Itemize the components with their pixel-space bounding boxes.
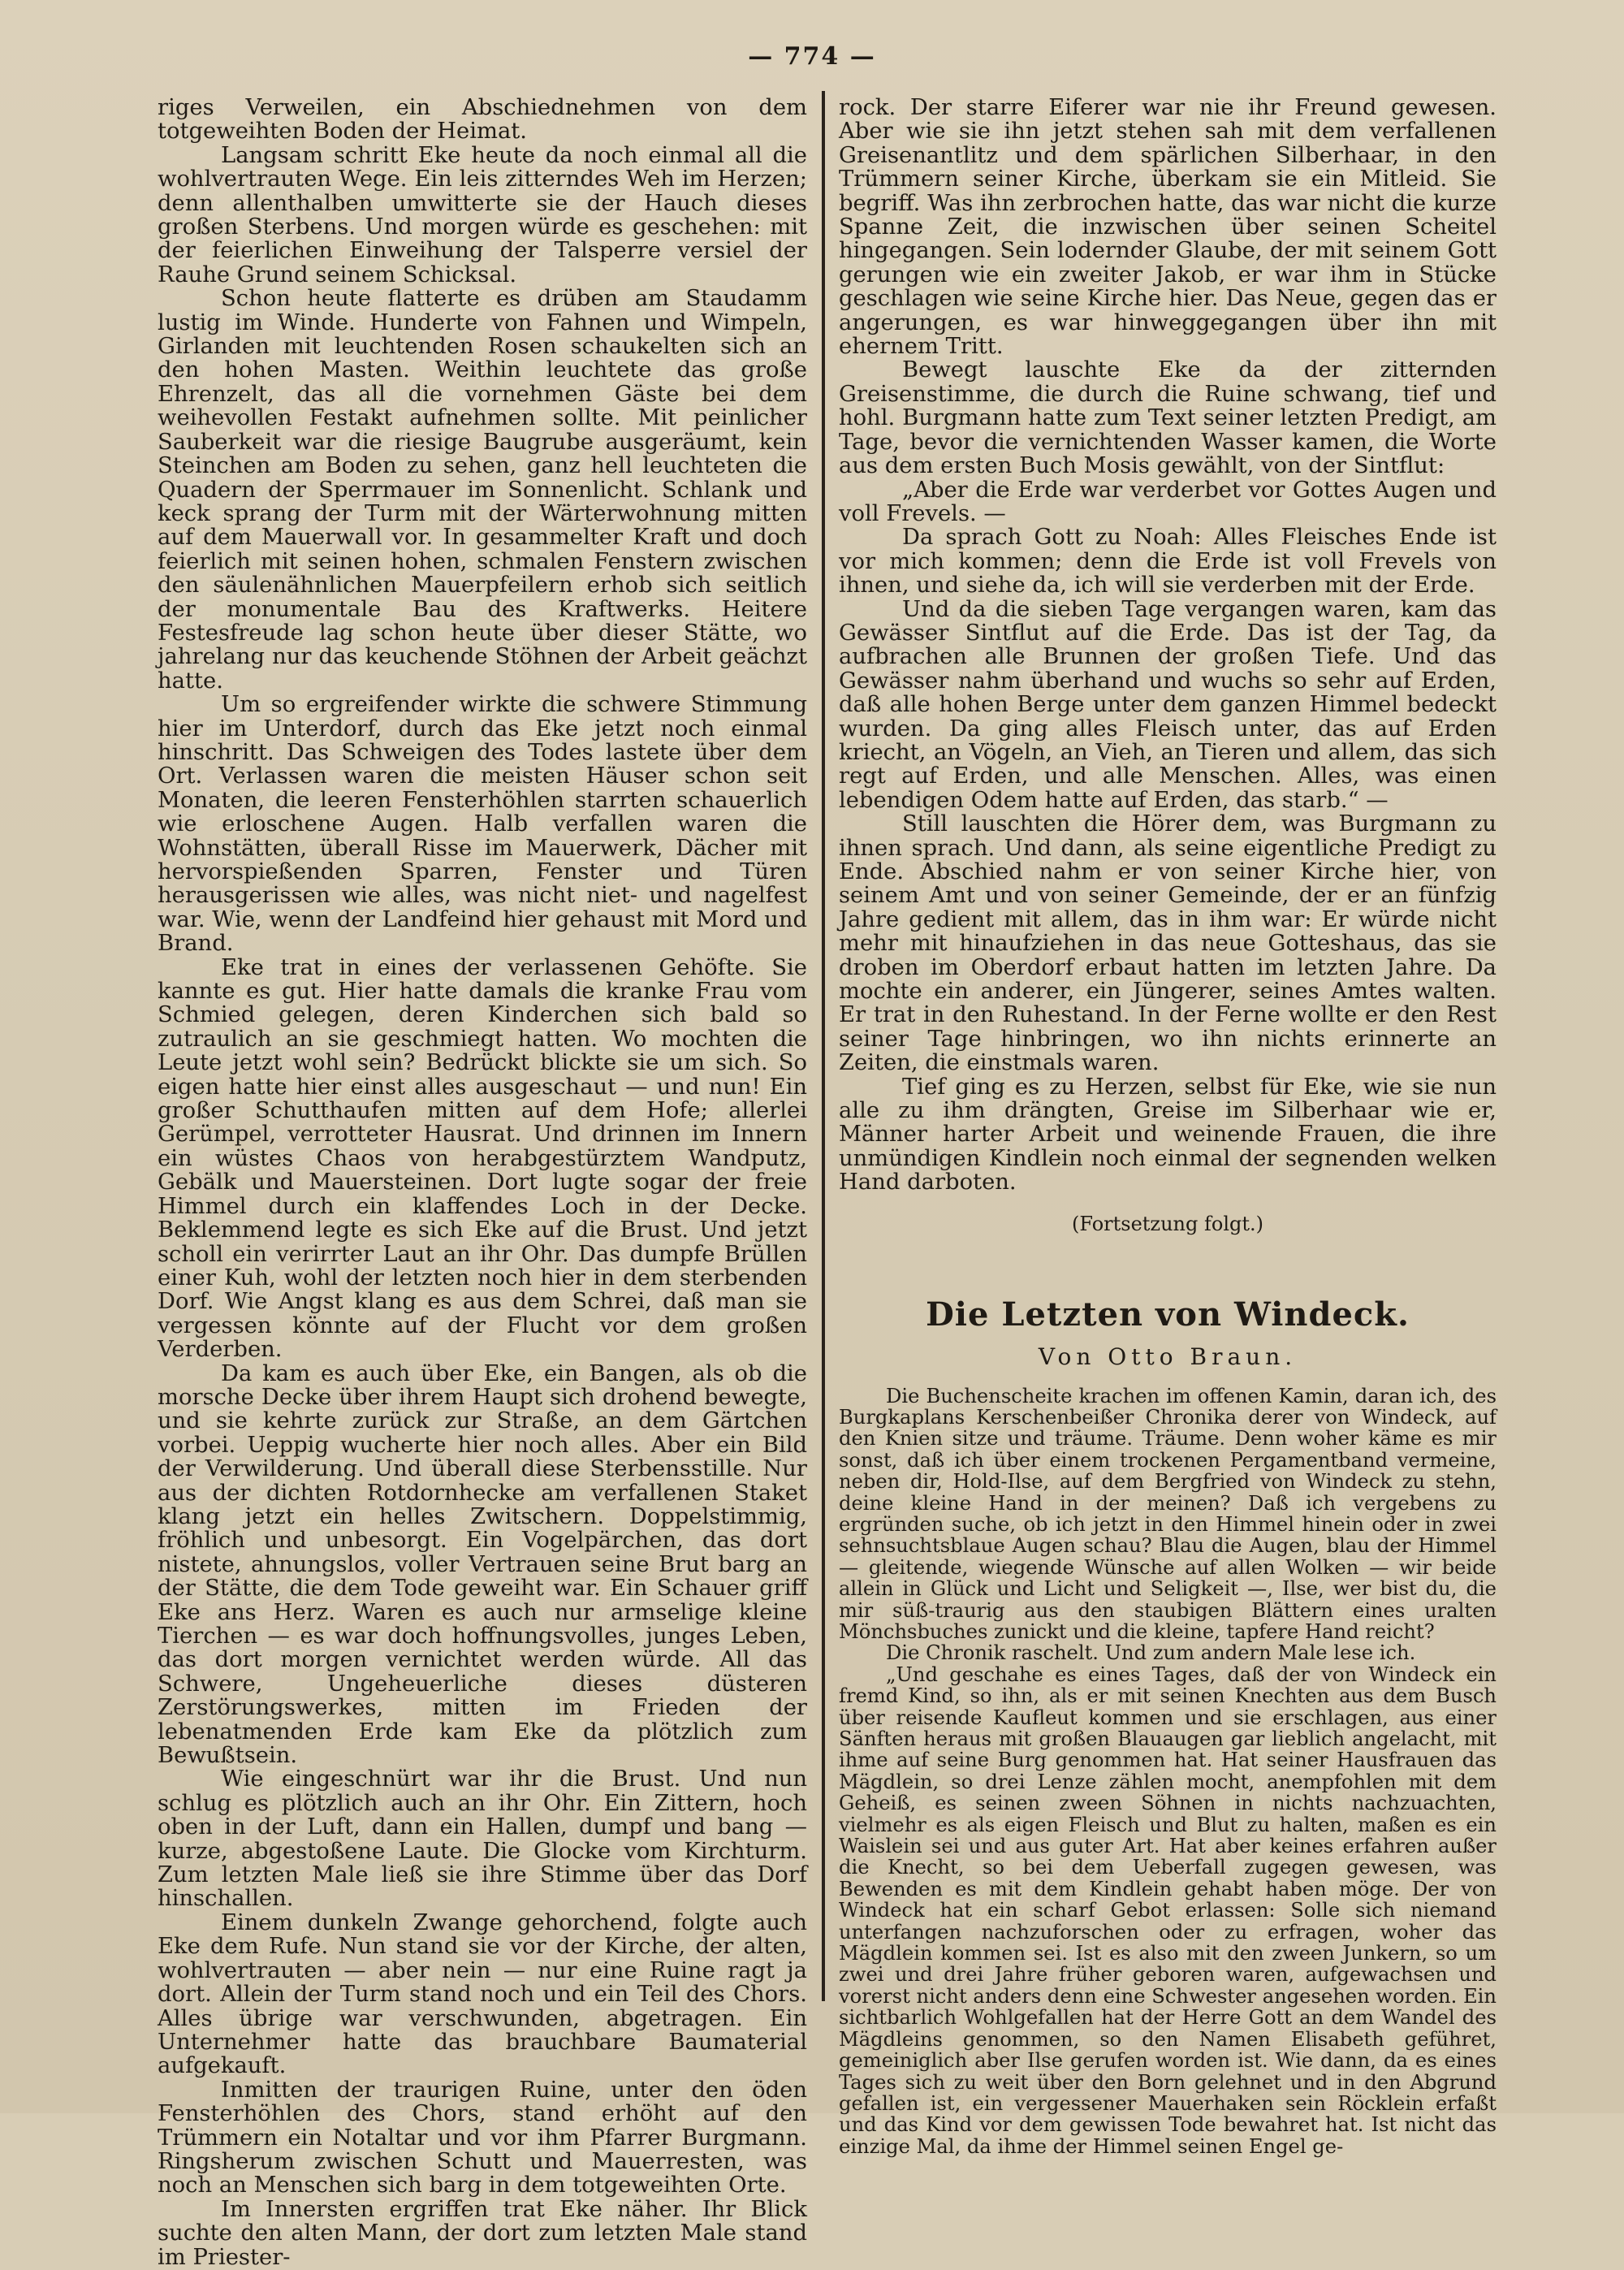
paragraph: Einem dunkeln Zwange gehorchend, folgte auch Eke dem Rufe. Nun stand sie vor der Kirche, der alten, wohlvertrauten — aber nein — nur eine Ruine ragt ja dort. Allein der Turm stand noch und ein Teil des Chors. Alles übrige war verschwunden, abgetragen. Ein Unternehmer hatte das brauchbare Baumaterial aufgekauft.	[158, 1909, 807, 2079]
quote-paragraph: „Aber die Erde war verderbet vor Gottes Augen und voll Frevels. —	[839, 477, 1497, 526]
paragraph: Im Innersten ergriffen trat Eke näher. Ihr Blick suchte den alten Mann, der dort zum letzten Male stand im Priester-	[158, 2196, 807, 2270]
paragraph: Da kam es auch über Eke, ein Bangen, als ob die morsche Decke über ihrem Haupt sich drohend bewegte, und sie kehrte zurück zur Straße, an dem Gärtchen vorbei. Ueppig wucherte hier noch alles. Aber ein Bild der Verwilderung. Und überall diese Sterbensstille. Nur aus der dichten Rotdornhecke am verfallenen Staket klang jetzt ein helles Zwitschern. Doppelstimmig, fröhlich und unbesorgt. Ein Vogelpärchen, das dort nistete, ahnungslos, voller Vertrauen seine Brut barg an der Stätte, die dem Tode geweiht war. Ein Schauer griff Eke ans Herz. Waren es auch nur armselige kleine Tierchen — es war doch hoffnungsvolles, junges Leben, das dort morgen vernichtet werden würde. All das Schwere, Ungeheuerliche dieses düsteren Zerstörungswerkes, mitten im Frieden der lebenatmenden Erde kam Eke da plötzlich zum Bewußtsein.	[158, 1360, 807, 1769]
paragraph: riges Verweilen, ein Abschiednehmen von dem totgeweihten Boden der Heimat.	[158, 95, 807, 145]
paragraph: Inmitten der traurigen Ruine, unter den öden Fensterhöhlen des Chors, stand erhöht auf den Trümmern ein Notaltar und vor ihm Pfarrer Burgmann. Ringsherum zwischen Schutt und Mauerresten, was noch an Menschen sich barg in dem totgeweihten Orte.	[158, 2077, 807, 2199]
column-divider	[822, 91, 825, 2001]
continuation-note: (Fortsetzung folgt.)	[1072, 1212, 1263, 1235]
story-title: Die Letzten von Windeck.	[926, 1295, 1410, 1334]
page-number: — 774 —	[748, 42, 876, 71]
story	[839, 1296, 1497, 2157]
paragraph: Wie eingeschnürt war ihr die Brust. Und nun schlug es plötzlich auch an ihr Ohr. Ein Zittern, hoch oben in der Luft, dann ein Hallen, dumpf und bang — kurze, abgestoßene Laute. Die Glocke vom Kirchturm. Zum letzten Male ließ sie ihre Stimme über das Dorf hinschallen.	[158, 1766, 807, 1912]
story-paragraph: „Und geschahe es eines Tages, daß der von Windeck ein fremd Kind, so ihn, als er mit seinen Knechten aus dem Busch über reisende Kaufleut kommen und sie erschlagen, aus einer Sänften heraus mit großen Blauaugen gar lieblich angelacht, mit ihme auf seine Burg genommen hat. Hat seiner Hausfrauen das Mägdlein, so drei Lenze zählen mocht, anempfohlen mit dem Geheiß, es seinen zween Söhnen in nichts nachzuachten, vielmehr es als eigen Fleisch und Blut zu halten, maßen es ein Waislein sei und aus guter Art. Hat aber keines erfahren außer die Knecht, so bei dem Ueberfall zugegen gewesen, was Bewenden es mit dem Kindlein gehabt haben möge. Der von Windeck hat ein scharf Gebot erlassen: Solle sich niemand unterfangen nachzuforschen oder zu erfragen, woher das Mägdlein kommen sei. Ist es also mit den zween Junkern, so um zwei und drei Jahre früher geboren waren, aufgewachsen und vorerst nicht anders denn eine Schwester angesehen worden. Ein sichtbarlich Wohlgefallen hat der Herre Gott an dem Wandel des Mägdleins genommen, so den Namen Elisabeth geführet, gemeiniglich aber Ilse gerufen worden ist. Wie dann, da es eines Tages sich zu weit über den Born gelehnet und in den Abgrund gefallen ist, ein vergessener Mauerhaken sein Röcklein erfaßt und das Kind vor dem gewissen Tode bewahret hat. Ist nicht das einzige Mal, da ihme der Himmel seinen Engel ge-	[839, 1663, 1497, 2158]
paragraph: Um so ergreifender wirkte die schwere Stimmung hier im Unterdorf, durch das Eke jetzt noch einmal hinschritt. Das Schweigen des Todes lastete über dem Ort. Verlassen waren die meisten Häuser schon seit Monaten, die leeren Fensterhöhlen starrten schauerlich wie erloschene Augen. Halb verfallen waren die Wohnstätten, überall Risse im Mauerwerk, Dächer mit hervorspießenden Sparren, Fenster und Türen herausgerissen wie alles, was nicht niet- und nagelfest war. Wie, wenn der Landfeind hier gehaust mit Mord und Brand.	[158, 692, 807, 957]
paragraph: Langsam schritt Eke heute da noch einmal all die wohlvertrauten Wege. Ein leis zitterndes Weh im Herzen; denn allenthalben umwitterte sie der Hauch dieses großen Sterbens. Und morgen würde es geschehen: mit der feierlichen Einweihung der Talsperre versiel der Rauhe Grund seinem Schicksal.	[158, 142, 807, 288]
quote-paragraph: Da sprach Gott zu Noah: Alles Fleisches Ende ist vor mich kommen; denn die Erde ist voll Frevels von ihnen, und siehe da, ich will sie verderben mit der Erde.	[839, 525, 1497, 599]
paragraph: rock. Der starre Eiferer war nie ihr Freund gewesen. Aber wie sie ihn jetzt stehen sah mit dem verfallenen Greisenantlitz und dem spärlichen Silberhaar, in den Trümmern seiner Kirche, überkam sie ein Mitleid. Sie begriff. Was ihn zerbrochen hatte, das war nicht die kurze Spanne Zeit, die inzwischen über seinen Scheitel hingegangen. Sein lodernder Glaube, der mit seinem Gott gerungen wie ein zweiter Jakob, er war ihm in Stücke geschlagen wie seine Kirche hier. Das Neue, gegen das er angerungen, es war hinweggegangen über ihn mit ehernem Tritt.	[839, 95, 1497, 360]
story-paragraph: Die Chronik raschelt. Und zum andern Male lese ich.	[886, 1641, 1416, 1665]
paragraph: Schon heute flatterte es drüben am Staudamm lustig im Winde. Hunderte von Fahnen und Wimpeln, Girlanden mit leuchtenden Rosen schaukelten sich an den hohen Masten. Weithin leuchtete das große Ehrenzelt, das all die vornehmen Gäste bei dem weihevollen Festakt aufnehmen sollte. Mit peinlicher Sauberkeit war die riesige Baugrube ausgeräumt, kein Steinchen am Boden zu sehen, ganz hell leuchteten die Quadern der Sperrmauer im Sonnenlicht. Schlank und keck sprang der Turm mit der Wärterwohnung mitten auf dem Mauerwall vor. In gesammelter Kraft und doch feierlich mit seinen hohen, schmalen Fenstern zwischen den säulenähnlichen Mauerpfeilern erhob sich seitlich der monumentale Bau des Kraftwerks. Heitere Festesfreude lag schon heute über dieser Stätte, wo jahrelang nur das keuchende Stöhnen der Arbeit geächzt hatte.	[158, 286, 807, 694]
paragraph: Eke trat in eines der verlassenen Gehöfte. Sie kannte es gut. Hier hatte damals die kranke Frau vom Schmied gelegen, deren Kinderchen sich bald so zutraulich an sie geschmiegt hatten. Wo mochten die Leute jetzt wohl sein? Bedrückt blickte sie um sich. So eigen hatte hier einst alles ausgeschaut — und nun! Ein großer Schutthaufen mitten auf dem Hofe; allerlei Gerümpel, verrotteter Hausrat. Und drinnen im Innern ein wüstes Chaos von herabgestürztem Wandputz, Gebälk und Mauersteinen. Dort lugte sogar der freie Himmel durch ein klaffendes Loch in der Decke. Beklemmend legte es sich Eke auf die Brust. Und jetzt scholl ein verirrter Laut an ihr Ohr. Das dumpfe Brüllen einer Kuh, wohl der letzten noch hier in dem sterbenden Dorf. Wie Angst klang es aus dem Schrei, daß man sie vergessen könnte auf der Flucht vor dem großen Verderben.	[158, 954, 807, 1363]
paragraph: Still lauschten die Hörer dem, was Burgmann zu ihnen sprach. Und dann, als seine eigentliche Predigt zu Ende. Abschied nahm er von seiner Kirche hier, von seinem Amt und von seiner Gemeinde, der er an fünfzig Jahre gedient mit allem, das in ihm war: Er würde nicht mehr mit hinaufziehen in das neue Gotteshaus, das sie droben im Oberdorf erbaut hatten im letzten Jahre. Da mochte ein anderer, ein Jüngerer, seines Amtes walten. Er trat in den Ruhestand. In der Ferne wollte er den Rest seiner Tage hinbringen, wo ihn nichts erinnerte an Zeiten, die einstmals waren.	[839, 811, 1497, 1076]
right-column	[839, 96, 1497, 2157]
story-author: Von Otto Braun.	[1038, 1343, 1298, 1371]
quote-paragraph: Und da die sieben Tage vergangen waren, kam das Gewässer Sintflut auf die Erde. Das ist der Tag, da aufbrachen alle Brunnen der großen Tiefe. Und das Gewässer nahm überhand und wuchs so sehr auf Erden, daß alle hohen Berge unter dem ganzen Himmel bedeckt wurden. Da ging alles Fleisch unter, das auf Erden kriecht, an Vögeln, an Vieh, an Tieren und allem, das sich regt auf Erden, und alle Menschen. Alles, was einen lebendigen Odem hatte auf Erden, das starb.“ —	[839, 596, 1497, 813]
paragraph: Tief ging es zu Herzen, selbst für Eke, wie sie nun alle zu ihm drängten, Greise im Silberhaar wie er, Männer harter Arbeit und weinende Frauen, die ihre unmündigen Kindlein noch einmal der segnenden welken Hand darboten.	[839, 1074, 1497, 1196]
story-paragraph: Die Buchenscheite krachen im offenen Kamin, daran ich, des Burgkaplans Kerschenbeißer Chronika derer von Windeck, auf den Knien sitze und träume. Träume. Denn woher käme es mir sonst, daß ich über einem trockenen Pergamentband vermeine, neben dir, Hold-Ilse, auf dem Bergfried von Windeck zu stehn, deine kleine Hand in der meinen? Daß ich vergebens zu ergründen suche, ob ich jetzt in den Himmel hinein oder in zwei sehnsuchtsblaue Augen schau? Blau die Augen, blau der Himmel — gleitende, wiegende Wünsche auf allen Wolken — wir beide allein in Glück und Licht und Seligkeit —, Ilse, wer bist du, die mir süß-traurig aus den staubigen Blättern eines uralten Mönchsbuches zunickt und die kleine, tapfere Hand reicht?	[839, 1384, 1497, 1643]
left-column	[158, 96, 807, 2269]
paragraph: Bewegt lauschte Eke da der zitternden Greisenstimme, die durch die Ruine schwang, tief und hohl. Burgmann hatte zum Text seiner letzten Predigt, am Tage, bevor die vernichtenden Wasser kamen, die Worte aus dem ersten Buch Mosis gewählt, von der Sintflut:	[839, 357, 1497, 479]
